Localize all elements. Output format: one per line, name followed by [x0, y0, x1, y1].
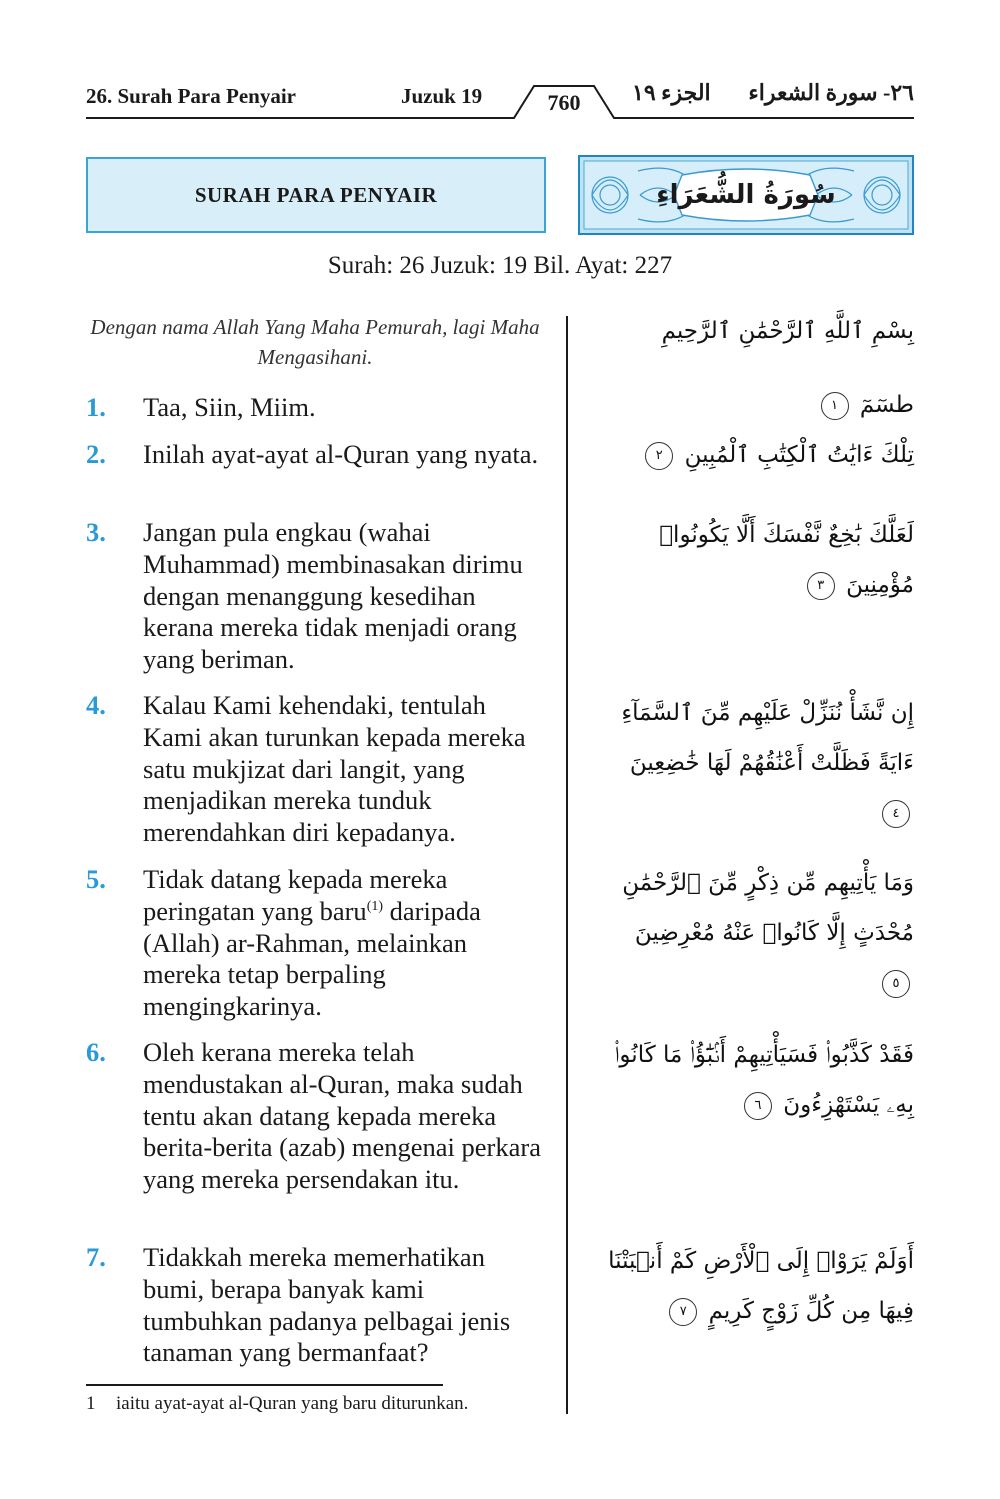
verse-arabic-4 — [604, 688, 914, 838]
footnote-number: 1 — [86, 1393, 96, 1414]
verse-translation-3 — [86, 517, 546, 676]
verse-number: 2. — [86, 439, 106, 469]
verse-number: 7. — [86, 1242, 106, 1272]
surah-title-box — [86, 157, 546, 233]
header-juz-arabic: الجزء ١٩ — [632, 80, 711, 105]
verse-translation-1 — [86, 392, 546, 424]
page-header — [86, 80, 914, 120]
footnote-ref[interactable]: (1) — [366, 898, 384, 914]
basmala-arabic: بِسْمِ ٱللَّهِ ٱلرَّحْمَٰنِ ٱلرَّحِيمِ — [661, 318, 914, 344]
verse-text: Kalau Kami kehendaki, tentulah Kami akan turunkan kepada mereka satu mukjizat dari langit, yang menjadikan mereka tunduk merendahkan diri kepadanya. — [143, 690, 526, 848]
verse-end-marker: ٤ — [882, 800, 910, 828]
verse-end-marker: ١ — [821, 392, 849, 420]
verse-text: Jangan pula engkau (wahai Muhammad) membinasakan dirimu dengan menanggung kesedihan kerana mereka tidak menjadi orang yang beriman. — [143, 517, 523, 675]
basmala-translation: Dengan nama Allah Yang Maha Pemurah, lagi Maha Mengasihani. — [90, 315, 540, 369]
arabic-text: إِن نَّشَأْ نُنَزِّلْ عَلَيْهِم مِّنَ ٱلسَّمَآءِ ءَايَةً فَظَلَّتْ أَعْنَٰقُهُمْ لَهَا خَٰضِعِينَ — [621, 700, 914, 776]
arabic-text: تِلْكَ ءَايَٰتُ ٱلْكِتَٰبِ ٱلْمُبِينِ — [684, 442, 914, 468]
verse-text: Inilah ayat-ayat al-Quran yang nyata. — [143, 439, 539, 469]
verse-arabic-6 — [604, 1030, 914, 1130]
header-surah-title: 26. Surah Para Penyair — [86, 84, 296, 108]
arabic-text: لَعَلَّكَ بَٰخِعٌ نَّفْسَكَ أَلَّا يَكُونُوا۟ مُؤْمِنِينَ — [659, 522, 914, 598]
verse-number: 5. — [86, 864, 106, 894]
header-surah-arabic: ٢٦- سورة الشعراء — [748, 80, 914, 105]
arabic-text: طسٓمٓ — [859, 392, 914, 418]
arabic-text: أَوَلَمْ يَرَوْا۟ إِلَى ٱلْأَرْضِ كَمْ أَنۢبَتْنَا فِيهَا مِن كُلِّ زَوْجٍ كَرِيمٍ — [608, 1248, 914, 1324]
verse-translation-2 — [86, 439, 546, 471]
verse-text: Oleh kerana mereka telah mendustakan al-Quran, maka sudah tentu akan datang kepada mereka berita-berita (azab) mengenai perkara yang mereka persendakan itu. — [143, 1037, 541, 1195]
verse-text-part: daripada (Allah) ar-Rahman, melainkan mereka tetap berpaling mengingkarinya. — [143, 895, 481, 1022]
verse-end-marker: ٧ — [669, 1298, 697, 1326]
verse-number: 3. — [86, 517, 106, 547]
arabic-text: فَقَدْ كَذَّبُوا۟ فَسَيَأْتِيهِمْ أَنۢبَٰٓؤُا۟ مَا كَانُوا۟ بِهِۦ يَسْتَهْزِءُونَ — [614, 1042, 914, 1118]
footnote — [86, 1393, 468, 1415]
verse-text — [143, 864, 546, 1023]
surah-title-latin: SURAH PARA PENYAIR — [194, 182, 438, 207]
verse-translation-6 — [86, 1037, 546, 1196]
verse-text: Tidakkah mereka memerhatikan bumi, berapa banyak kami tumbuhkan padanya pelbagai jenis tanaman yang bermanfaat? — [143, 1242, 511, 1368]
verse-arabic-3 — [604, 510, 914, 610]
column-divider — [566, 316, 568, 1414]
verse-text-part: Tidak datang kepada mereka peringatan yang baru — [143, 864, 448, 926]
verse-end-marker: ٥ — [882, 970, 910, 998]
header-juz-label: Juzuk 19 — [401, 84, 483, 108]
verse-arabic-5 — [604, 858, 914, 1008]
verse-arabic-1 — [604, 380, 914, 430]
verse-arabic-2 — [604, 430, 914, 480]
verse-end-marker: ٢ — [645, 442, 673, 470]
surah-info: Surah: 26 Juzuk: 19 Bil. Ayat: 227 — [327, 252, 673, 279]
verse-end-marker: ٦ — [744, 1092, 772, 1120]
verse-arabic-7 — [604, 1236, 914, 1336]
verse-number: 4. — [86, 690, 106, 720]
arabic-text: وَمَا يَأْتِيهِم مِّن ذِكْرٍ مِّنَ ٱلرَّحْمَٰنِ مُحْدَثٍ إِلَّا كَانُوا۟ عَنْهُ مُعْرِضِينَ — [622, 870, 914, 946]
verse-number: 1. — [86, 392, 106, 422]
page-number: 760 — [547, 90, 581, 115]
verse-end-marker: ٣ — [807, 572, 835, 600]
verse-translation-5 — [86, 864, 546, 1023]
footnote-text: iaitu ayat-ayat al-Quran yang baru diturunkan. — [116, 1393, 469, 1414]
verse-number: 6. — [86, 1037, 106, 1067]
verse-translation-7 — [86, 1242, 546, 1369]
verse-text: Taa, Siin, Miim. — [143, 392, 316, 422]
surah-title-arabic: سُورَةُ الشُّعَرَاءِ — [656, 180, 836, 210]
footnote-rule — [86, 1384, 443, 1386]
verse-translation-4 — [86, 690, 546, 849]
